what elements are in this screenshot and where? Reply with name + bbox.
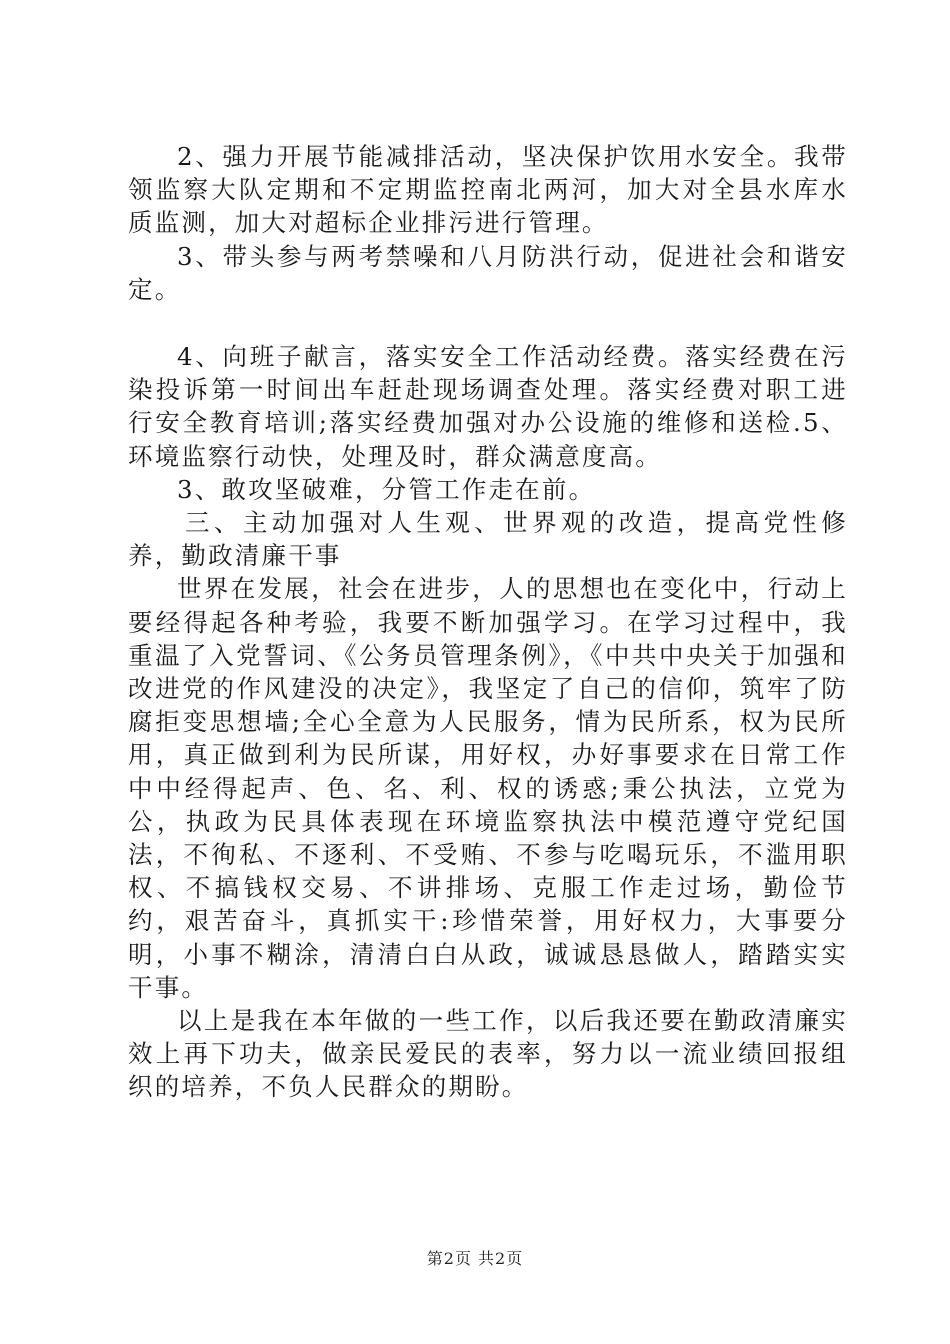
section-heading-three: 三、主动加强对人生观、世界观的改造，提高党性修养，勤政清廉干事 <box>128 508 848 571</box>
paragraph-conclusion: 以上是我在本年做的一些工作，以后我还要在勤政清廉实效上再下功夫，做亲民爱民的表率，努力以一流业绩回报组织的培养，不负人民群众的期盼。 <box>128 1006 848 1102</box>
paragraph-flood-prevention: 3、带头参与两考禁噪和八月防洪行动，促进社会和谐安定。 <box>128 241 848 304</box>
paragraph-energy-saving: 2、强力开展节能减排活动，坚决保护饮用水安全。我带领监察大队定期和不定期监控南北两河，加大对全县水库水质监测，加大对超标企业排污进行管理。 <box>128 142 848 238</box>
paragraph-study-and-integrity: 世界在发展，社会在进步，人的思想也在变化中，行动上要经得起各种考验，我要不断加强学习。在学习过程中，我重温了入党誓词、《公务员管理条例》，《中共中央关于加强和改进党的作风建没的决定》，我坚定了自己的信仰，筑牢了防腐拒变思想墙;全心全意为人民服务，情为民所系，权为民所用，真正做到利为民所谋，用好权，办好事要求在日常工作中中经得起声、色、名、利、权的诱惑;秉公执法，立党为公，执政为民具体表现在环境监察执法中模范遵守党纪国法，不徇私、不逐利、不受贿、不参与吃喝玩乐，不滥用职权、不搞钱权交易、不讲排场、克服工作走过场，勤俭节约，艰苦奋斗，真抓实干:珍惜荣誉，用好权力，大事要分明，小事不糊涂，清清白白从政，诚诚恳恳做人，踏踏实实干事。 <box>128 574 848 1002</box>
paragraph-tackle-difficulties: 3、敢攻坚破难，分管工作走在前。 <box>177 474 596 504</box>
page-number-footer: 第2页 共2页 <box>426 1249 524 1268</box>
document-body <box>128 140 848 1104</box>
paragraph-safety-funding: 4、向班子献言，落实安全工作活动经费。落实经费在污染投诉第一时间出车赶赴现场调查处理。落实经费对职工进行安全教育培训;落实经费加强对办公设施的维修和送检.5、环境监察行动快，处理及时，群众满意度高。 <box>128 342 848 471</box>
